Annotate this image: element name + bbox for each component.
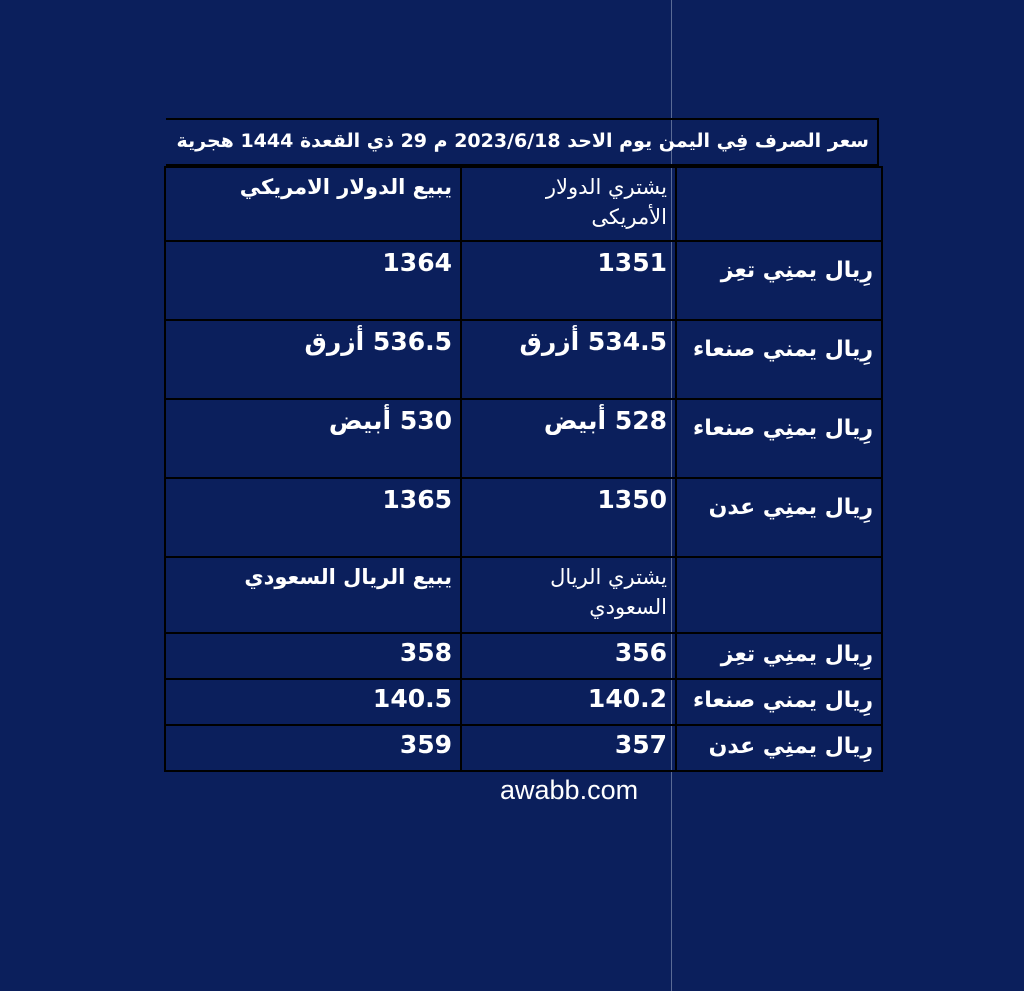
- sell-value: 359: [165, 725, 461, 771]
- sell-value: 1365: [165, 478, 461, 557]
- empty-header-cell: [676, 167, 882, 241]
- buy-value: 140.2: [461, 679, 676, 725]
- table-row: [165, 725, 882, 771]
- usd-sell-header: يبيع الدولار الامريكي: [165, 167, 461, 241]
- table-row: [165, 679, 882, 725]
- buy-value: 1350: [461, 478, 676, 557]
- buy-value: 534.5 أزرق: [461, 320, 676, 399]
- sell-value: 1364: [165, 241, 461, 320]
- table-row: [165, 399, 882, 478]
- sell-value: 530 أبيض: [165, 399, 461, 478]
- row-label: رِيال يمنِي صنعاء: [676, 399, 882, 478]
- buy-value: 528 أبيض: [461, 399, 676, 478]
- usd-header-row: [165, 167, 882, 241]
- empty-header-cell: [676, 557, 882, 633]
- sar-sell-header: يبيع الريال السعودي: [165, 557, 461, 633]
- row-label: رِيال يمني صنعاء: [676, 679, 882, 725]
- row-label: رِيال يمني صنعاء: [676, 320, 882, 399]
- row-label: رِيال يمنِي عدن: [676, 725, 882, 771]
- website-footer: awabb.com: [500, 775, 639, 805]
- table-row: [165, 633, 882, 679]
- sar-buy-header: يشتري الريال السعودي: [461, 557, 676, 633]
- table-row: [165, 478, 882, 557]
- exchange-rate-table: [164, 166, 883, 772]
- table-row: [165, 241, 882, 320]
- buy-value: 356: [461, 633, 676, 679]
- sell-value: 140.5: [165, 679, 461, 725]
- sell-value: 536.5 أزرق: [165, 320, 461, 399]
- buy-value: 1351: [461, 241, 676, 320]
- page-title: سعر الصرف فِي اليمن يوم الاحد 2023/6/18 م 29 ذي القعدة 1444 هجرية: [166, 118, 879, 166]
- sell-value: 358: [165, 633, 461, 679]
- buy-value: 357: [461, 725, 676, 771]
- sar-header-row: [165, 557, 882, 633]
- usd-buy-header: يشتري الدولار الأمريكى: [461, 167, 676, 241]
- row-label: رِيال يمنِي تعِز: [676, 633, 882, 679]
- row-label: رِيال يمنِي تعِز: [676, 241, 882, 320]
- row-label: رِيال يمنِي عدن: [676, 478, 882, 557]
- table-row: [165, 320, 882, 399]
